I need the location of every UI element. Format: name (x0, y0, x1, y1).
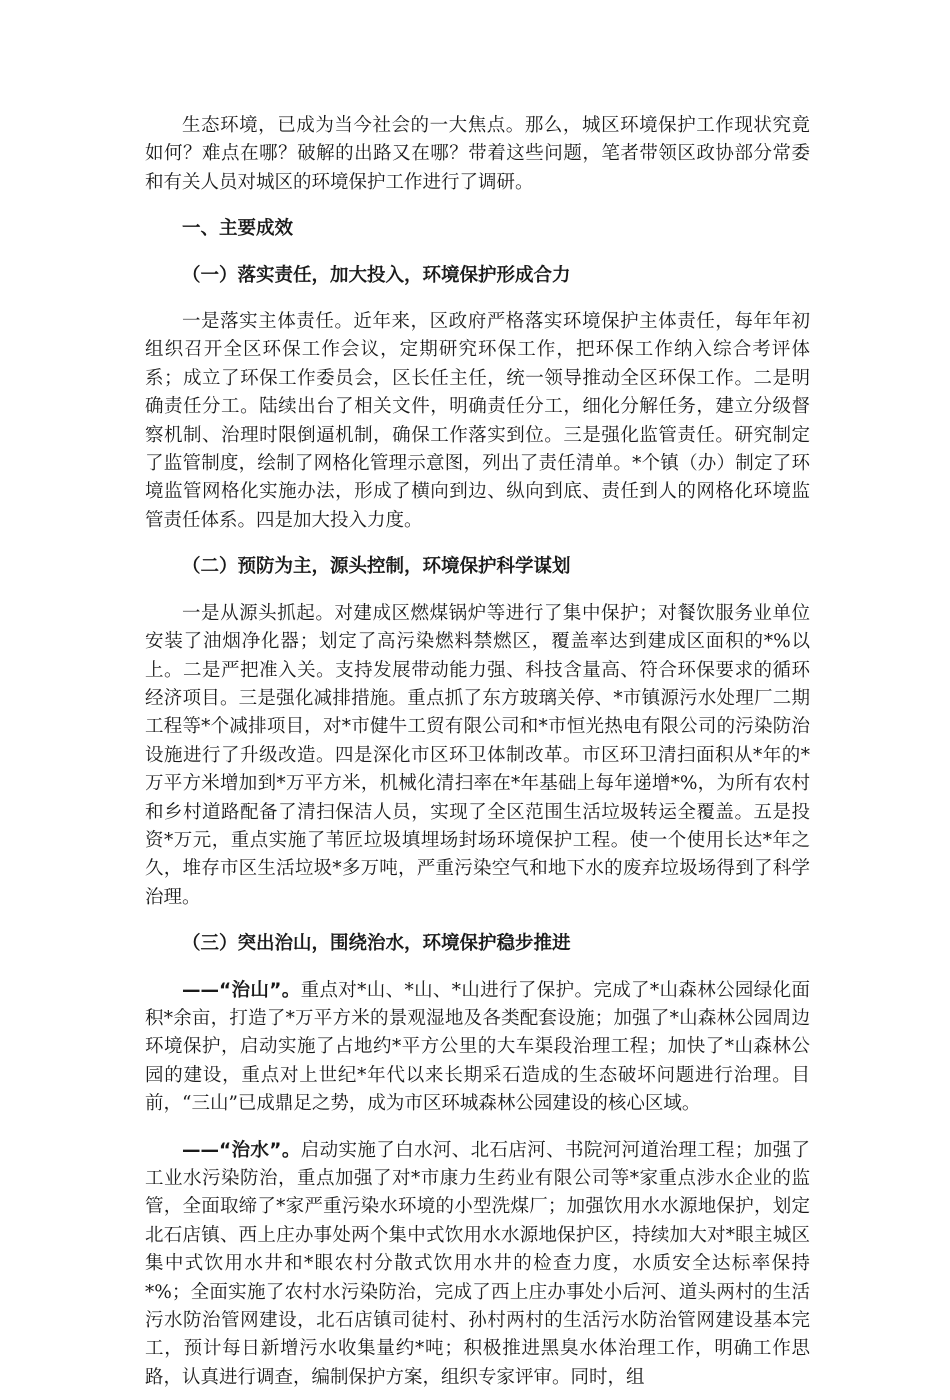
document-body (145, 112, 810, 1400)
water-paragraph (145, 1137, 810, 1393)
mountain-body: 重点对*山、*山、*山进行了保护。完成了*山森林公园绿化面积*余亩，打造了*万平方米的景观湿地及各类配套设施；加强了*山森林公园周边环境保护，启动实施了占地约*平方公里的大车渠段治理工程；加快了*山森林公园的建设，重点对上世纪*年代以来长期采石造成的生态破坏问题进行治理。目前，“三山”已成鼎足之势，成为市区环城森林公园建设的核心区域。 (145, 979, 810, 1115)
subsection-heading-responsibility: （一）落实责任，加大投入，环境保护形成合力 (182, 264, 571, 286)
mountain-paragraph (145, 977, 810, 1119)
responsibility-paragraph: 一是落实主体责任。近年来，区政府严格落实环境保护主体责任，每年年初组织召开全区环保工作会议，定期研究环保工作，把环保工作纳入综合考评体系；成立了环保工作委员会，区长任主任，统一领导推动全区环保工作。二是明确责任分工。陆续出台了相关文件，明确责任分工，细化分解任务，建立分级督察机制、治理时限倒逼机制，确保工作落实到位。三是强化监管责任。研究制定了监管制度，绘制了网格化管理示意图，列出了责任清单。*个镇（办）制定了环境监管网格化实施办法，形成了横向到边、纵向到底、责任到人的网格化环境监管责任体系。四是加大投入力度。 (145, 311, 810, 531)
prevention-paragraph: 一是从源头抓起。对建成区燃煤锅炉等进行了集中保护；对餐饮服务业单位安装了油烟净化器；划定了高污染燃料禁燃区，覆盖率达到建成区面积的*%以上。二是严把准入关。支持发展带动能力强、科技含量高、符合环保要求的循环经济项目。三是强化减排措施。重点抓了东方玻璃关停、*市镇源污水处理厂二期工程等*个减排项目，对*市健牛工贸有限公司和*市恒光热电有限公司的污染防治设施进行了升级改造。四是深化市区环卫体制改革。市区环卫清扫面积从*年的*万平方米增加到*万平方米，机械化清扫率在*年基础上每年递增*%，为所有农村和乡村道路配备了清扫保洁人员，实现了全区范围生活垃圾转运全覆盖。五是投资*万元，重点实施了苇匠垃圾填埋场封场环境保护工程。使一个使用长达*年之久，堆存市区生活垃圾*多万吨，严重污染空气和地下水的废弃垃圾场得到了科学治理。 (145, 602, 810, 908)
water-body: 启动实施了白水河、北石店河、书院河河道治理工程；加强了工业水污染防治，重点加强了对*市康力生药业有限公司等*家重点涉水企业的监管，全面取缔了*家严重污染水环境的小型洗煤厂；加强饮用水水源地保护，划定北石店镇、西上庄办事处两个集中式饮用水水源地保护区，持续加大对*眼主城区集中式饮用水井和*眼农村分散式饮用水井的检查力度，水质安全达标率保持*%；全面实施了农村水污染防治，完成了西上庄办事处小后河、道头两村的生活污水防治管网建设，北石店镇司徒村、孙村两村的生活污水防治管网建设基本完工，预计每日新增污水收集量约*吨；积极推进黑臭水体治理工作，明确工作思路，认真进行调查，编制保护方案，组织专家评审。同时，组 (145, 1139, 810, 1388)
water-lead: ——“治水”。 (182, 1139, 301, 1161)
mountain-lead: ——“治山”。 (182, 979, 301, 1001)
subsection-heading-prevention: （二）预防为主，源头控制，环境保护科学谋划 (182, 556, 571, 578)
intro-paragraph: 生态环境，已成为当今社会的一大焦点。那么，城区环境保护工作现状究竟如何？难点在哪？破解的出路又在哪？带着这些问题，笔者带领区政协部分常委和有关人员对城区的环境保护工作进行了调研。 (145, 115, 810, 193)
subsection-heading-mountain-water: （三）突出治山，围绕治水，环境保护稳步推进 (182, 933, 571, 955)
section-heading-main-achievements: 一、主要成效 (182, 218, 294, 240)
